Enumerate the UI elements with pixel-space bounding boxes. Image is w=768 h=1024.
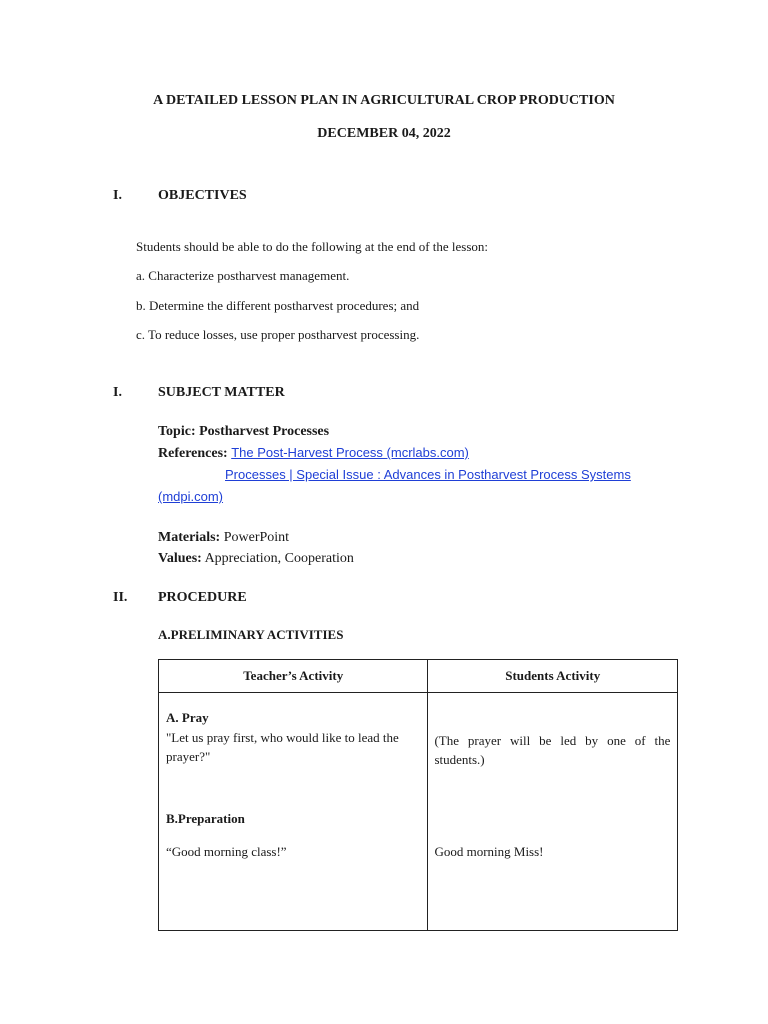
preparation-students-text: Good morning Miss! bbox=[434, 844, 544, 859]
procedure-heading: PROCEDURE bbox=[158, 590, 247, 605]
document-title: A DETAILED LESSON PLAN IN AGRICULTURAL CROP PRODUCTION bbox=[153, 93, 615, 108]
topic-line bbox=[158, 424, 329, 440]
objective-item: a. Characterize postharvest management. bbox=[136, 268, 350, 283]
procedure-number: II. bbox=[113, 590, 128, 605]
students-activity-cell bbox=[428, 693, 678, 931]
objective-item: b. Determine the different postharvest procedures; and bbox=[136, 298, 420, 313]
values-label: Values: bbox=[158, 551, 202, 566]
objectives-number: I. bbox=[113, 188, 122, 203]
reference-link-mdpi-continued[interactable]: (mdpi.com) bbox=[158, 489, 224, 504]
table-header-row bbox=[159, 660, 678, 693]
preparation-heading: B.Preparation bbox=[166, 811, 245, 826]
objective-item: c. To reduce losses, use proper postharvest processing. bbox=[136, 327, 420, 342]
objectives-heading: OBJECTIVES bbox=[158, 188, 247, 203]
topic-value: Postharvest Processes bbox=[199, 424, 330, 439]
teacher-activity-cell bbox=[159, 693, 428, 931]
column-header-students: Students Activity bbox=[428, 660, 678, 693]
table-row bbox=[159, 693, 678, 931]
pray-teacher-text: "Let us pray first, who would like to lead the prayer?" bbox=[166, 730, 399, 764]
values-value: Appreciation, Cooperation bbox=[204, 551, 354, 566]
reference-link-mdpi[interactable]: Processes | Special Issue : Advances in Postharvest Process Systems bbox=[225, 467, 631, 482]
preparation-teacher-text: “Good morning class!” bbox=[166, 844, 287, 859]
activities-table bbox=[158, 659, 678, 931]
materials-line bbox=[158, 530, 289, 546]
references-label: References: bbox=[158, 446, 228, 461]
values-line bbox=[158, 551, 354, 567]
topic-label: Topic: bbox=[158, 424, 196, 439]
pray-heading: A. Pray bbox=[166, 710, 209, 725]
pray-students-text: (The prayer will be led by one of the students.) bbox=[434, 733, 671, 767]
preliminary-activities-heading: A.PRELIMINARY ACTIVITIES bbox=[158, 627, 344, 642]
reference-link-mcrlabs[interactable]: The Post-Harvest Process (mcrlabs.com) bbox=[231, 445, 469, 460]
subject-matter-number: I. bbox=[113, 385, 122, 400]
materials-value: PowerPoint bbox=[223, 530, 290, 545]
objectives-intro: Students should be able to do the following at the end of the lesson: bbox=[136, 239, 489, 254]
subject-matter-heading: SUBJECT MATTER bbox=[158, 385, 285, 400]
document-date: DECEMBER 04, 2022 bbox=[317, 126, 451, 141]
materials-label: Materials: bbox=[158, 530, 221, 545]
column-header-teacher: Teacher’s Activity bbox=[159, 660, 428, 693]
references-line bbox=[158, 445, 469, 462]
